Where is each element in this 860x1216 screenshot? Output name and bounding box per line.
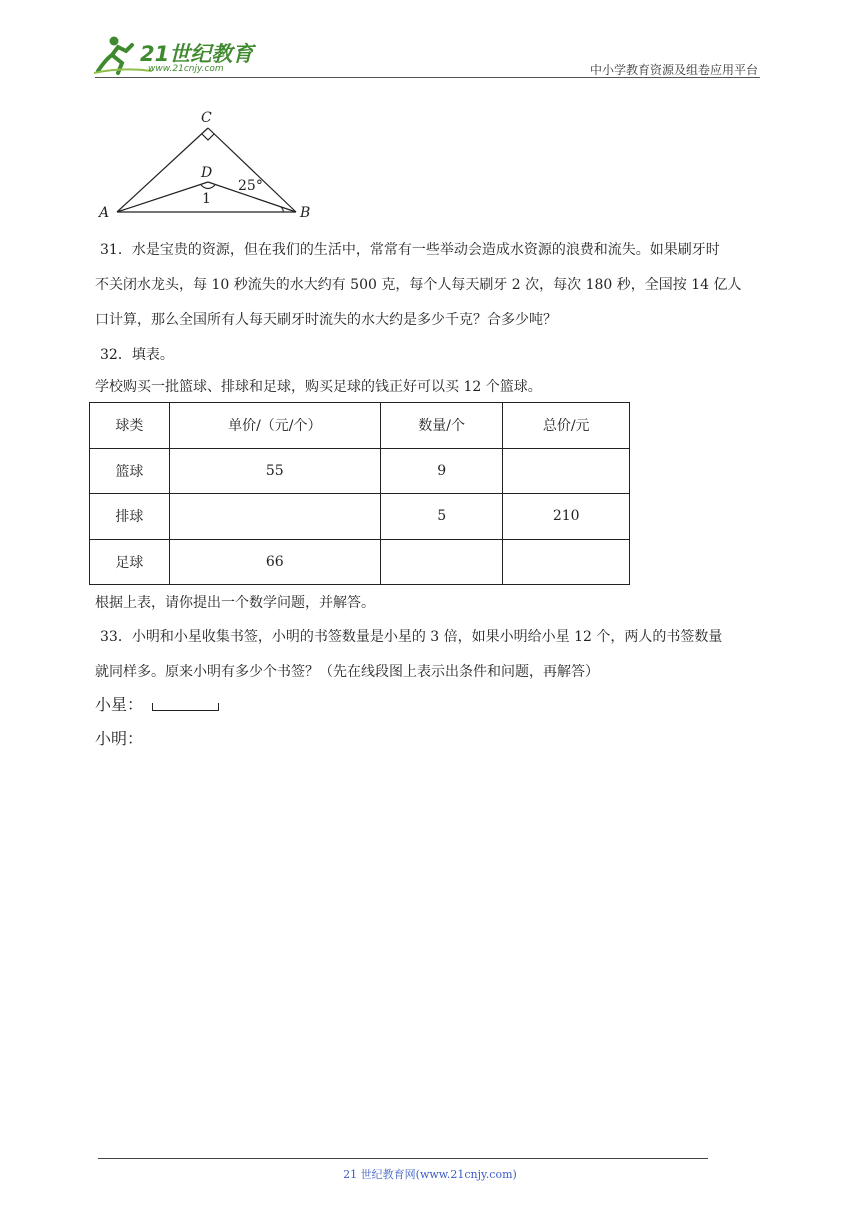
segment-diagram-line <box>152 710 219 711</box>
table-cell: 55 <box>169 448 380 494</box>
table-row <box>90 448 630 494</box>
table-cell: 5 <box>380 494 503 540</box>
q33-line-2: 就同样多。原来小明有多少个书签？（先在线段图上表示出条件和问题，再解答） <box>95 664 599 680</box>
logo-text: 21世纪教育 <box>140 42 254 66</box>
table-cell-blank <box>169 494 380 540</box>
q31-line-1: 31．水是宝贵的资源，但在我们的生活中，常常有一些举动会造成水资源的浪费和流失。如果刷牙时 <box>100 242 720 258</box>
header-platform-name: 中小学教育资源及组卷应用平台 <box>589 63 758 77</box>
table-header-cell: 总价/元 <box>503 403 630 449</box>
table-cell: 排球 <box>90 494 170 540</box>
segment-tick-left <box>152 703 153 711</box>
q32-intro: 学校购买一批篮球、排球和足球，购买足球的钱正好可以买 12 个篮球。 <box>95 379 542 395</box>
table-header-cell: 单价/（元/个） <box>169 403 380 449</box>
label-a: A <box>99 205 110 221</box>
footer-divider <box>98 1158 708 1159</box>
label-angle-1: 1 <box>202 191 211 207</box>
q32-title: 32．填表。 <box>100 347 174 363</box>
q32-follow-up: 根据上表，请你提出一个数学问题，并解答。 <box>95 595 375 611</box>
label-b: B <box>300 205 311 221</box>
label-c: C <box>201 110 212 126</box>
table-cell-blank <box>380 539 503 585</box>
segment-tick-right <box>218 703 219 711</box>
table-header-row <box>90 403 630 449</box>
table-cell: 210 <box>503 494 630 540</box>
q33-line-1: 33．小明和小星收集书签，小明的书签数量是小星的 3 倍，如果小明给小星 12 个，两人的书签数量 <box>100 629 723 645</box>
label-xiaoming: 小明： <box>95 729 144 748</box>
triangle-figure <box>95 100 325 225</box>
table-header-cell: 球类 <box>90 403 170 449</box>
header-divider <box>95 77 760 78</box>
table-cell-blank <box>503 448 630 494</box>
q31-line-2: 不关闭水龙头，每 10 秒流失的水大约有 500 克，每个人每天刷牙 2 次，每次 180 秒，全国按 14 亿人 <box>95 277 742 293</box>
ball-price-table <box>89 402 630 585</box>
label-xiaoxing: 小星： <box>95 695 144 714</box>
q31-line-3: 口计算，那么全国所有人每天刷牙时流失的水大约是多少千克？合多少吨？ <box>95 312 557 328</box>
table-cell: 篮球 <box>90 448 170 494</box>
table-row <box>90 539 630 585</box>
label-angle-25: 25° <box>238 178 263 194</box>
table-cell: 66 <box>169 539 380 585</box>
footer-link[interactable]: 21 世纪教育网(www.21cnjy.com) <box>343 1168 517 1181</box>
table-header-cell: 数量/个 <box>380 403 503 449</box>
label-d: D <box>201 165 213 181</box>
logo-url: www.21cnjy.com <box>148 64 224 74</box>
table-cell: 9 <box>380 448 503 494</box>
table-cell: 足球 <box>90 539 170 585</box>
table-cell-blank <box>503 539 630 585</box>
table-row <box>90 494 630 540</box>
